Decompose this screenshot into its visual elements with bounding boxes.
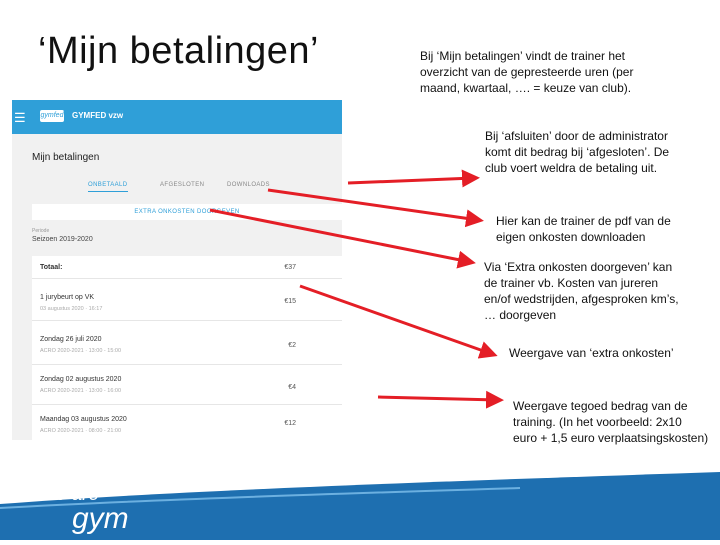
note-weergave-tegoed: Weergave tegoed bedrag van de training. (In het voorbeeld: 2x10 euro + 1,5 euro verplaatsingskosten)	[513, 399, 709, 445]
tab-onbetaald[interactable]: ONBETAALD	[88, 182, 128, 192]
page-heading: Mijn betalingen	[32, 152, 100, 163]
list-item-title: Zondag 02 augustus 2020	[40, 376, 122, 383]
list-item-subtitle: ACRO 2020-2021 · 13:00 - 15:00	[40, 348, 122, 354]
payment-list	[32, 256, 342, 440]
list-item-subtitle: ACRO 2020-2021 · 08:00 - 21:00	[40, 428, 122, 434]
list-item-title: Maandag 03 augustus 2020	[40, 416, 127, 423]
period-label: Periode	[32, 228, 50, 234]
list-item-amount: €15	[284, 298, 296, 305]
note-downloads: Hier kan de trainer de pdf van de eigen onkosten downloaden	[496, 214, 671, 244]
extra-onkosten-button[interactable]: EXTRA ONKOSTEN DOORGEVEN	[32, 204, 342, 220]
menu-icon[interactable]: ☰	[14, 110, 26, 125]
note-weergave-extra: Weergave van ‘extra onkosten’	[509, 346, 674, 360]
tab-bar	[32, 180, 342, 198]
period-value: Seizoen 2019-2020	[32, 236, 93, 243]
list-item-subtitle: ACRO 2020-2021 · 13:00 - 16:00	[40, 388, 122, 394]
note-afsluiten: Bij ‘afsluiten’ door de administrator komt dit bedrag bij ‘afgesloten’. De club voert weldra de betaling uit.	[485, 129, 670, 175]
gymfed-logo: gymfed	[40, 110, 64, 122]
list-item-amount: €4	[288, 384, 296, 391]
note-extra-onkosten: Via ‘Extra onkosten doorgeven’ kan de trainer vb. Kosten van jureren en/of wedstrijden, afgesproken km’s, … doorgeven	[484, 260, 679, 322]
list-item[interactable]	[32, 368, 342, 405]
list-item-subtitle: 03 augustus 2020 · 16:17	[40, 306, 103, 312]
slide-title: ‘Mijn betalingen’	[38, 30, 319, 72]
app-name: GYMFED vzw	[72, 111, 124, 120]
period-select[interactable]	[32, 228, 332, 248]
list-item-amount: €12	[284, 420, 296, 427]
brand-line1: we are	[42, 484, 100, 505]
arrow-weergave-tegoed	[378, 397, 498, 400]
list-item[interactable]	[32, 408, 342, 440]
app-header	[12, 100, 342, 134]
list-item-title: 1 jurybeurt op VK	[40, 294, 95, 301]
tab-afgesloten[interactable]: AFGESLOTEN	[160, 182, 205, 188]
list-item-amount: €2	[288, 342, 296, 349]
arrow-afsluiten	[348, 178, 474, 183]
list-item[interactable]	[32, 326, 342, 365]
list-item-title: Zondag 26 juli 2020	[40, 336, 102, 343]
total-amount: €37	[284, 264, 296, 271]
brand-line2: gym	[72, 502, 129, 535]
total-row	[32, 256, 342, 279]
app-screenshot	[12, 100, 342, 440]
brand-footer	[0, 470, 720, 540]
tab-downloads[interactable]: DOWNLOADS	[227, 182, 270, 188]
note-mijn-betalingen: Bij ‘Mijn betalingen’ vindt de trainer het overzicht van de gepresteerde uren (per maand, kwartaal, …. = keuze van club).	[420, 49, 634, 95]
brand-wave	[0, 470, 720, 540]
total-label: Totaal:	[40, 264, 63, 271]
list-item[interactable]	[32, 284, 342, 321]
